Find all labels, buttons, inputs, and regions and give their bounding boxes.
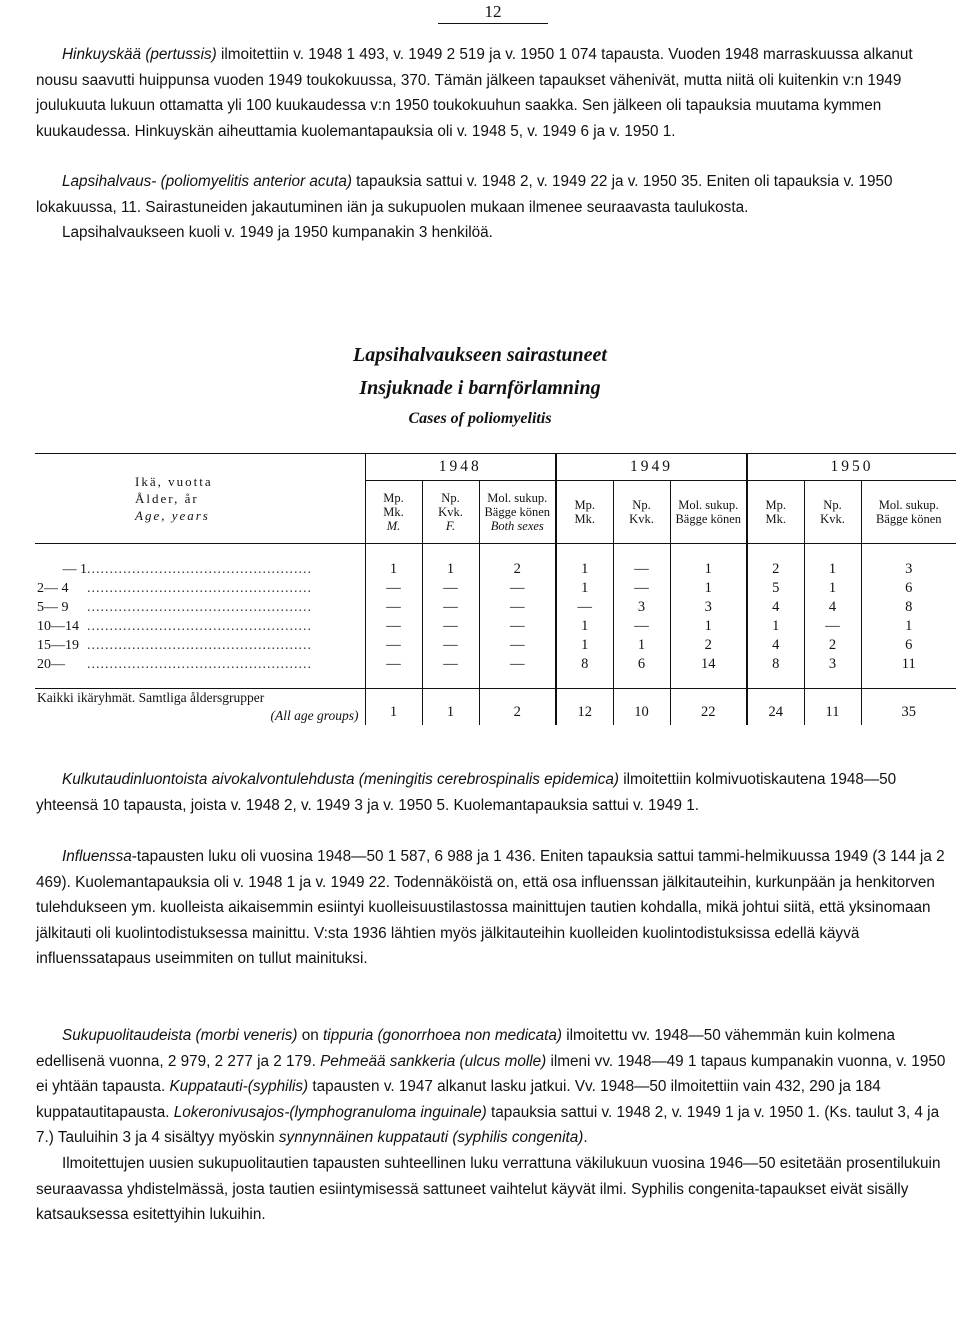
total-cell: 24 — [747, 689, 804, 726]
cell: 8 — [861, 598, 956, 617]
total-cell: 22 — [670, 689, 747, 726]
influenza-term: Influenssa — [62, 848, 132, 865]
cell: — — [613, 617, 670, 636]
row-label: 5— 9 .................................................. — [37, 599, 312, 615]
col-both-1949: Mol. sukup. Bägge könen — [670, 481, 747, 544]
venereal-text: on — [297, 1027, 324, 1044]
cell: 5 — [747, 579, 804, 598]
pertussis-term: Hinkuyskää (pertussis) — [62, 46, 217, 63]
cell: 2 — [670, 636, 747, 655]
col-both-1950: Mol. sukup. Bägge könen — [861, 481, 956, 544]
col-female-1949: Np. Kvk. — [613, 481, 670, 544]
cell: — — [556, 598, 613, 617]
cell: — — [365, 579, 422, 598]
cell: 3 — [804, 655, 861, 674]
cell: — — [365, 617, 422, 636]
cell: — — [422, 579, 479, 598]
total-cell: 35 — [861, 689, 956, 726]
cell: — — [422, 655, 479, 674]
cell: 2 — [479, 560, 556, 579]
meningitis-text: ilmoitettiin kolmivuotiskautena 1948—50 yhteensä 10 tapausta, joista v. 1948 2, v. 1949 3 ja v. 1950 5. Kuolemantapauksia sattui v. 1949 1. — [36, 771, 897, 814]
cell: 1 — [804, 560, 861, 579]
venereal-text: tapausten v. 1947 alkanut lasku jatkui. Vv. 1948—50 ilmoitettiin vain 432, 290 ja 184 kuppatautitapausta. — [36, 1078, 881, 1121]
year-header-1948: 1948 — [365, 454, 556, 481]
cell: 6 — [613, 655, 670, 674]
age-header — [35, 454, 365, 544]
cell: 1 — [556, 636, 613, 655]
row-label: — 1.................................................. — [62, 561, 312, 577]
cell: 1 — [670, 560, 747, 579]
cell: 1 — [422, 560, 479, 579]
total-cell: 11 — [804, 689, 861, 726]
cell: 6 — [861, 579, 956, 598]
pertussis-text: ilmoitettiin v. 1948 1 493, v. 1949 2 519 ja v. 1950 1 074 tapausta. Vuoden 1948 marraskuussa alkanut nousu saavutti huippunsa vuoden 1949 toukokuussa, 370. Tämän jälkeen tapaukset vähenivät, mutta niitä oli kuitenkin v:n 1949 joulukuuta lukuun ottamatta yli 100 kuukaudessa v:n 1950 toukokuuhun saakka. Sen jälkeen oli tapauksia muutama kymmen kuukaudessa. Hinkuyskän aiheuttamia kuolemantapauksia oli v. 1948 5, v. 1949 6 ja v. 1950 1. — [36, 46, 913, 140]
cell: — — [804, 617, 861, 636]
syphilis-term: Kuppatauti-(syphilis) — [169, 1078, 309, 1096]
cell: 1 — [804, 579, 861, 598]
cell: — — [479, 636, 556, 655]
cell: 4 — [747, 636, 804, 655]
table-row — [35, 636, 956, 655]
cell: — — [613, 579, 670, 598]
cell: 11 — [861, 655, 956, 674]
col-both-1948: Mol. sukup. Bägge könen Both sexes — [479, 481, 556, 544]
venereal-term: Sukupuolitaudeista (morbi veneris) — [62, 1027, 298, 1044]
total-row — [35, 689, 956, 726]
congenital-syphilis-term: synnynnäinen kuppatauti (syphilis congenita) — [278, 1129, 584, 1147]
table-row — [35, 560, 956, 579]
cell: 3 — [861, 560, 956, 579]
gonorrhoea-term: tippuria (gonorrhoea non medicata) — [323, 1027, 562, 1044]
table-row — [35, 579, 956, 598]
table-title-en: Cases of poliomyelitis — [408, 410, 552, 427]
total-label-line1: Kaikki ikäryhmät. Samtliga åldersgrupper — [37, 690, 265, 705]
polio-deaths: Lapsihalvaukseen kuoli v. 1949 ja 1950 kumpanakin 3 henkilöä. — [62, 224, 493, 242]
year-header-1950: 1950 — [747, 454, 956, 481]
age-header-en: Age, years — [135, 508, 210, 523]
venereal-text: ilmeni vv. 1948—49 1 tapaus kumpanakin vuonna, v. 1950 ei yhtään tapausta. — [36, 1052, 946, 1096]
cell: 8 — [556, 655, 613, 674]
row-label: 10—14 .................................................. — [37, 618, 312, 634]
cell: 4 — [804, 598, 861, 617]
venereal-text: ilmoitettu vv. 1948—50 vähemmän kuin kolmena edellisenä vuonna, 2 979, 2 277 ja 2 179. — [36, 1027, 896, 1070]
cell: 3 — [670, 598, 747, 617]
cell: 14 — [670, 655, 747, 674]
cell: 1 — [670, 579, 747, 598]
influenza-paragraph — [36, 844, 954, 972]
row-label: 15—19 .................................................. — [37, 637, 312, 653]
year-header-1949: 1949 — [556, 454, 747, 481]
cell: 8 — [747, 655, 804, 674]
col-female-1948: Np. Kvk. F. — [422, 481, 479, 544]
cell: 6 — [861, 636, 956, 655]
cell: 1 — [556, 617, 613, 636]
total-label — [35, 689, 365, 726]
table-row — [35, 617, 956, 636]
col-male-1949: Mp. Mk. — [556, 481, 613, 544]
polio-term: Lapsihalvaus- (poliomyelitis anterior acuta) — [62, 173, 352, 190]
cell: — — [479, 617, 556, 636]
table-title-sv: Insjuknade i barnförlamning — [359, 377, 601, 399]
cell: 2 — [804, 636, 861, 655]
col-female-1950: Np. Kvk. — [804, 481, 861, 544]
cell: 1 — [613, 636, 670, 655]
total-label-line2: (All age groups) — [270, 708, 359, 723]
cell: — — [365, 636, 422, 655]
total-cell: 12 — [556, 689, 613, 726]
total-cell: 1 — [422, 689, 479, 726]
page-number-rule — [438, 23, 548, 24]
cell: — — [365, 655, 422, 674]
polio-cases-table — [35, 453, 956, 725]
cell: 1 — [556, 560, 613, 579]
influenza-text: -tapausten luku oli vuosina 1948—50 1 587, 6 988 ja 1 436. Eniten tapauksia sattui tammi-helmikuussa 1949 (3 144 ja 2 469). Kuolemantapauksia oli v. 1948 1 ja v. 1949 22. Todennäköistä on, että osa influenssan jälkitauteihin, kurkunpään ja henkitorven tulehdukseen ym. kuolleista aikaisemmin esiintyi kuolleisuustilastossa mainittujen tautien kohdalla, mikä johtui siitä, että yksinomaan jälkitauti oli kuolintodistuksessa mainittu. V:sta 1936 lähtien myös jälkitauteihin kuolleiden kuolintodistuksissa edellä käyvä influenssatapaus useimmiten on tullut mainituksi. — [36, 848, 945, 968]
table-row — [35, 655, 956, 674]
table-title-fi: Lapsihalvaukseen sairastuneet — [353, 344, 607, 366]
cell: — — [422, 617, 479, 636]
pertussis-paragraph — [36, 42, 954, 144]
lymphogranuloma-term: Lokeronivusajos-(lymphogranuloma inguinale) — [173, 1103, 487, 1121]
total-cell: 1 — [365, 689, 422, 726]
cell: — — [479, 655, 556, 674]
cell: — — [479, 598, 556, 617]
polio-paragraph — [36, 169, 954, 246]
cell: 3 — [613, 598, 670, 617]
cell: — — [613, 560, 670, 579]
venereal-paragraph — [36, 1023, 954, 1228]
meningitis-term: Kulkutaudinluontoista aivokalvontulehdusta — [62, 771, 355, 788]
meningitis-paragraph — [36, 767, 954, 818]
cell: — — [422, 636, 479, 655]
venereal-text: . — [583, 1129, 588, 1147]
venereal-text: tapauksia sattui v. 1948 2, v. 1949 1 ja v. 1950 1. (Ks. taulut 3, 4 ja 7.) Tauluihin 3 ja 4 sisältyy myöskin — [36, 1103, 940, 1147]
row-label: 2— 4 .................................................. — [37, 580, 312, 596]
col-male-1950: Mp. Mk. — [747, 481, 804, 544]
cell: 1 — [747, 617, 804, 636]
cell: 1 — [556, 579, 613, 598]
total-cell: 10 — [613, 689, 670, 726]
col-male-1948: Mp. Mk. M. — [365, 481, 422, 544]
cell: 2 — [747, 560, 804, 579]
total-cell: 2 — [479, 689, 556, 726]
cell: 1 — [670, 617, 747, 636]
table-row — [35, 598, 956, 617]
closing-paragraph: Ilmoitettujen uusien sukupuolitautien tapausten suhteellinen luku verrattuna väkilukuun vuosina 1946—50 esitetään prosentilukuin seuraavassa yhdistelmässä, josta tautien esiintymisessä sattuneet vaihtelut käyvät ilmi. Syphilis congenita-tapaukset eivät sisälly katsauksessa esitettyihin lukuihin. — [36, 1154, 941, 1224]
polio-text: tapauksia sattui v. 1948 2, v. 1949 22 ja v. 1950 35. Eniten oli tapauksia v. 1950 lokakuussa, 11. Sairastuneiden jakautuminen iän ja sukupuolen mukaan ilmenee seuraavasta taulukosta. — [36, 173, 893, 216]
cell: 4 — [747, 598, 804, 617]
cell: — — [365, 598, 422, 617]
cell: 1 — [861, 617, 956, 636]
cell: — — [479, 579, 556, 598]
page-number: 12 — [484, 2, 502, 21]
meningitis-latin: (meningitis cerebrospinalis epidemica) — [358, 771, 619, 788]
row-label: 20— .................................................. — [37, 656, 312, 672]
ulcus-molle-term: Pehmeää sankkeria (ulcus molle) — [320, 1052, 547, 1070]
age-header-sv: Ålder, år — [135, 491, 199, 506]
cell: — — [422, 598, 479, 617]
cell: 1 — [365, 560, 422, 579]
age-header-fi: Ikä, vuotta — [135, 474, 213, 489]
